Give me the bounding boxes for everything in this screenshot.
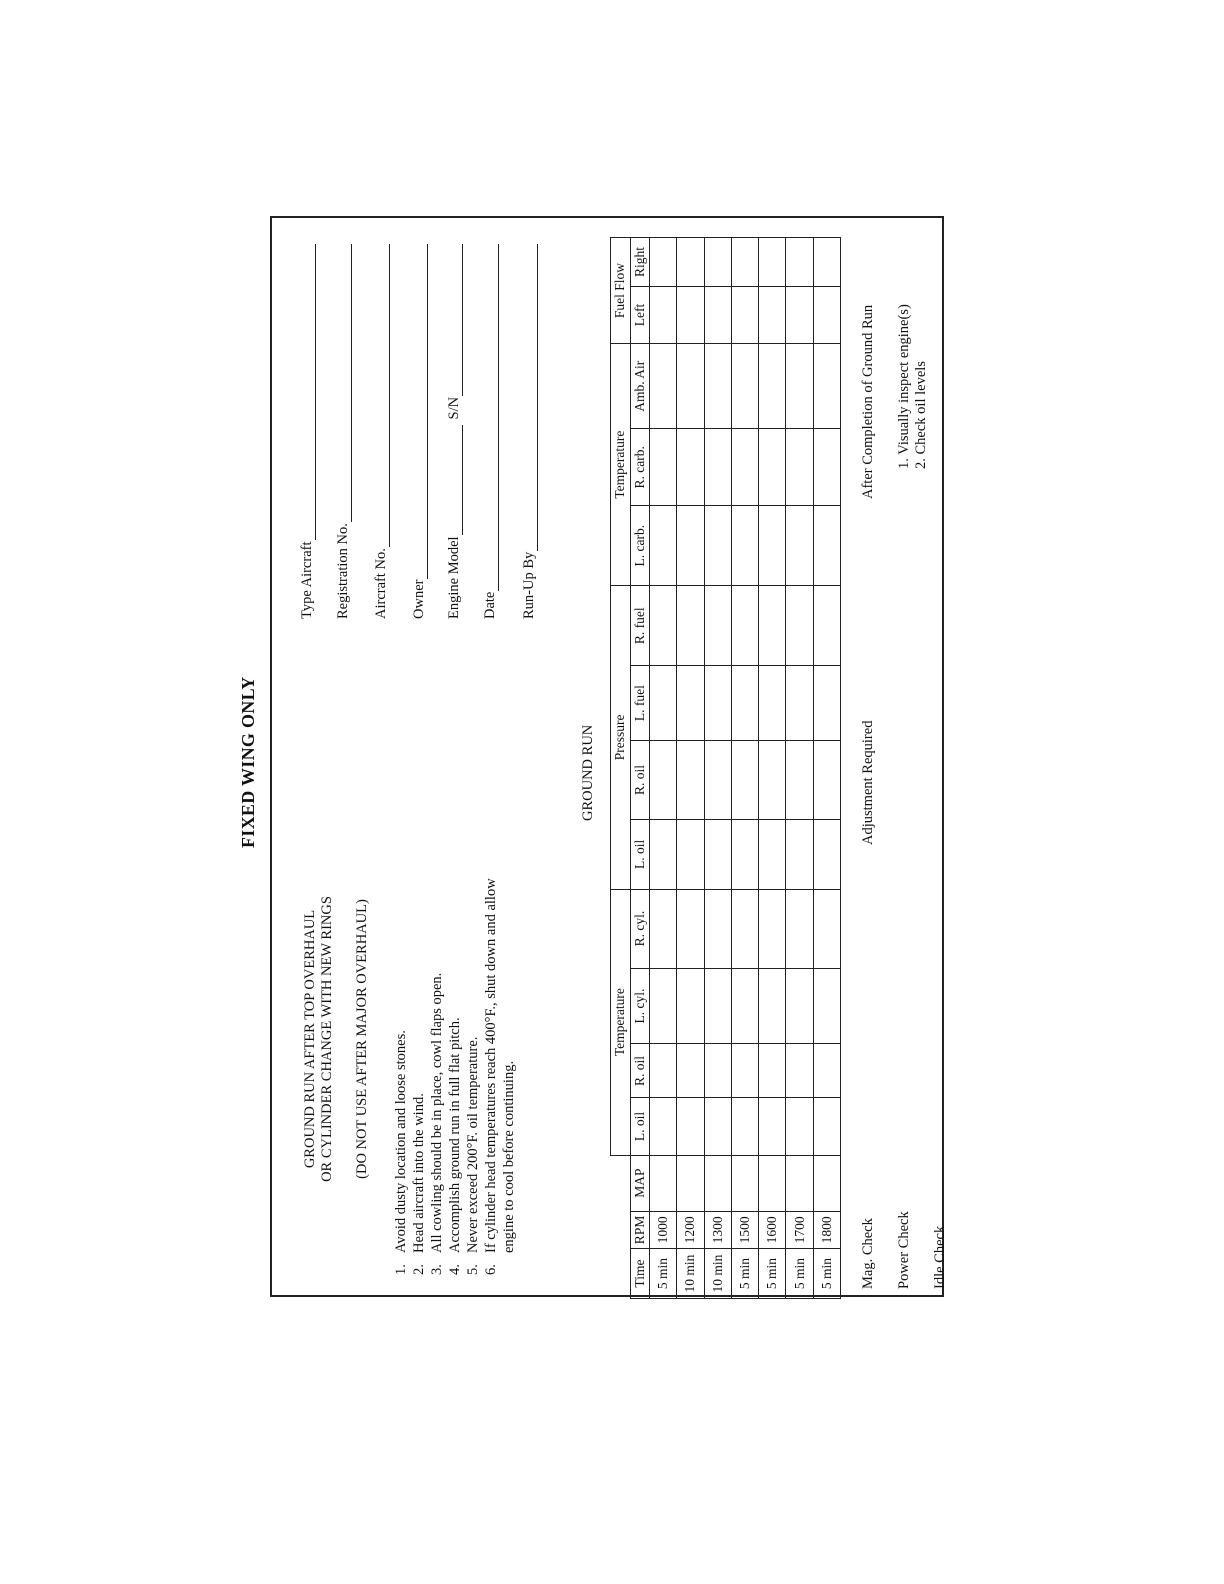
entry-cell[interactable] (650, 741, 677, 820)
time-cell: 5 min (786, 1249, 813, 1299)
table-row (704, 238, 731, 1299)
entry-cell[interactable] (786, 1155, 813, 1211)
entry-cell[interactable] (786, 238, 813, 287)
entry-cell[interactable] (650, 238, 677, 287)
entry-cell[interactable] (813, 506, 840, 586)
form-header (302, 819, 371, 1259)
entry-cell[interactable] (759, 666, 786, 741)
entry-cell[interactable] (786, 666, 813, 741)
group-temperature: Temperature (611, 889, 631, 1155)
instruction-item: 6. If cylinder head temperatures reach 400°F., shut down and allow (483, 878, 499, 1275)
entry-cell[interactable] (786, 344, 813, 429)
entry-cell[interactable] (813, 1098, 840, 1155)
entry-cell[interactable] (786, 1044, 813, 1098)
instruction-item: 5. Never exceed 200°F. oil temperature. (465, 1036, 481, 1275)
ground-run-form (270, 216, 948, 1297)
column-header: L. oil (630, 1098, 650, 1155)
entry-cell[interactable] (677, 286, 704, 343)
registration-no-field[interactable]: Registration No. (332, 244, 352, 619)
column-header: L. fuel (630, 666, 650, 741)
entry-cell[interactable] (731, 506, 758, 586)
entry-cell[interactable] (731, 1044, 758, 1098)
entry-cell[interactable] (759, 286, 786, 343)
idle-check-label: Idle Check (932, 1225, 948, 1289)
entry-cell[interactable] (704, 429, 731, 506)
entry-cell[interactable] (759, 586, 786, 666)
engine-model-field[interactable]: Engine Model S/N (443, 244, 463, 619)
entry-cell[interactable] (650, 1155, 677, 1211)
mag-check-label: Mag. Check (860, 1218, 876, 1289)
entry-cell[interactable] (704, 344, 731, 429)
entry-cell[interactable] (677, 344, 704, 429)
column-header: R. cyl. (630, 889, 650, 968)
column-header: Time (630, 1249, 650, 1299)
entry-cell[interactable] (731, 741, 758, 820)
entry-cell[interactable] (759, 506, 786, 586)
ground-run-table (610, 237, 841, 1299)
instruction-item: engine to cool before continuing. (501, 1060, 517, 1253)
type-aircraft-field[interactable]: Type Aircraft (296, 244, 316, 619)
entry-cell[interactable] (759, 1155, 786, 1211)
entry-cell[interactable] (759, 820, 786, 890)
date-field[interactable]: Date (479, 244, 499, 619)
column-header: L. cyl. (630, 968, 650, 1044)
entry-cell[interactable] (813, 741, 840, 820)
entry-cell[interactable] (704, 286, 731, 343)
after-completion-list (896, 304, 930, 469)
entry-cell[interactable] (731, 286, 758, 343)
entry-cell[interactable] (813, 429, 840, 506)
entry-cell[interactable] (813, 889, 840, 968)
table-row (759, 238, 786, 1299)
entry-cell[interactable] (759, 741, 786, 820)
rpm-cell: 1500 (731, 1211, 758, 1248)
entry-cell[interactable] (650, 889, 677, 968)
entry-cell[interactable] (677, 506, 704, 586)
time-cell: 5 min (650, 1249, 677, 1299)
entry-cell[interactable] (813, 968, 840, 1044)
entry-cell[interactable] (786, 889, 813, 968)
instruction-item: 1. Avoid dusty location and loose stones. (393, 1030, 409, 1275)
form-canvas (272, 218, 946, 1299)
entry-cell[interactable] (786, 286, 813, 343)
entry-cell[interactable] (677, 1098, 704, 1155)
entry-cell[interactable] (704, 889, 731, 968)
column-header: R. carb. (630, 429, 650, 506)
table-header-row (630, 238, 650, 1299)
entry-cell[interactable] (786, 1098, 813, 1155)
entry-cell[interactable] (731, 238, 758, 287)
entry-cell[interactable] (731, 586, 758, 666)
entry-cell[interactable] (731, 1098, 758, 1155)
entry-cell[interactable] (650, 820, 677, 890)
entry-cell[interactable] (650, 968, 677, 1044)
header-line-1: GROUND RUN AFTER TOP OVERHAUL (302, 909, 318, 1169)
entry-cell[interactable] (813, 1155, 840, 1211)
entry-cell[interactable] (650, 506, 677, 586)
entry-cell[interactable] (786, 968, 813, 1044)
after-completion-item: 1. Visually inspect engine(s) (896, 304, 912, 469)
table-row (731, 238, 758, 1299)
entry-cell[interactable] (813, 666, 840, 741)
instructions-list (392, 835, 518, 1275)
instruction-item: 4. Accomplish ground run in full flat pitch. (447, 1017, 463, 1275)
entry-cell[interactable] (677, 820, 704, 890)
entry-cell[interactable] (786, 506, 813, 586)
serial-number-label: S/N (446, 396, 462, 420)
owner-field[interactable]: Owner (408, 244, 428, 619)
entry-cell[interactable] (677, 238, 704, 287)
after-completion-title: After Completion of Ground Run (860, 304, 876, 499)
entry-cell[interactable] (731, 666, 758, 741)
entry-cell[interactable] (650, 286, 677, 343)
entry-cell[interactable] (704, 1155, 731, 1211)
column-header: RPM (630, 1211, 650, 1248)
entry-cell[interactable] (704, 506, 731, 586)
entry-cell[interactable] (704, 666, 731, 741)
section-title: GROUND RUN (580, 724, 596, 821)
entry-cell[interactable] (759, 344, 786, 429)
time-cell: 5 min (813, 1249, 840, 1299)
entry-cell[interactable] (677, 429, 704, 506)
table-body (650, 238, 841, 1299)
entry-cell[interactable] (704, 238, 731, 287)
instruction-item: 2. Head aircraft into the wind. (411, 1093, 427, 1275)
entry-cell[interactable] (731, 1155, 758, 1211)
entry-cell[interactable] (704, 741, 731, 820)
entry-cell[interactable] (813, 586, 840, 666)
entry-cell[interactable] (677, 741, 704, 820)
column-header: Right (630, 238, 650, 287)
entry-cell[interactable] (650, 666, 677, 741)
entry-cell[interactable] (650, 344, 677, 429)
table-group-header-row (611, 238, 631, 1299)
time-cell: 10 min (704, 1249, 731, 1299)
entry-cell[interactable] (813, 286, 840, 343)
page-title: FIXED WING ONLY (238, 676, 258, 848)
instruction-item: 3. All cowling should be in place, cowl flaps open. (429, 972, 445, 1275)
entry-cell[interactable] (731, 820, 758, 890)
column-header: Left (630, 286, 650, 343)
rpm-cell: 1600 (759, 1211, 786, 1248)
column-header: MAP (630, 1155, 650, 1211)
time-cell: 5 min (759, 1249, 786, 1299)
entry-cell[interactable] (731, 429, 758, 506)
entry-cell[interactable] (759, 429, 786, 506)
time-cell: 10 min (677, 1249, 704, 1299)
entry-cell[interactable] (704, 1044, 731, 1098)
entry-cell[interactable] (759, 1044, 786, 1098)
entry-cell[interactable] (786, 820, 813, 890)
entry-cell[interactable] (813, 1044, 840, 1098)
rpm-cell: 1800 (813, 1211, 840, 1248)
group-temperature-2: Temperature (611, 344, 631, 586)
header-line-2: OR CYLINDER CHANGE WITH NEW RINGS (319, 896, 335, 1182)
rpm-cell: 1200 (677, 1211, 704, 1248)
entry-cell[interactable] (650, 429, 677, 506)
group-fuel-flow: Fuel Flow (611, 238, 631, 344)
entry-cell[interactable] (759, 1098, 786, 1155)
header-note: (DO NOT USE AFTER MAJOR OVERHAUL) (354, 899, 370, 1179)
entry-cell[interactable] (650, 1098, 677, 1155)
entry-cell[interactable] (786, 586, 813, 666)
entry-cell[interactable] (813, 820, 840, 890)
entry-cell[interactable] (677, 1044, 704, 1098)
column-header: R. oil (630, 741, 650, 820)
entry-cell[interactable] (677, 889, 704, 968)
rpm-cell: 1700 (786, 1211, 813, 1248)
power-check-label: Power Check (896, 1211, 912, 1289)
entry-cell[interactable] (731, 889, 758, 968)
rpm-cell: 1300 (704, 1211, 731, 1248)
entry-cell[interactable] (731, 968, 758, 1044)
entry-cell[interactable] (677, 666, 704, 741)
entry-cell[interactable] (759, 238, 786, 287)
column-header: L. carb. (630, 506, 650, 586)
entry-cell[interactable] (786, 741, 813, 820)
adjustment-required-label: Adjustment Required (860, 720, 876, 845)
column-header: R. fuel (630, 586, 650, 666)
entry-cell[interactable] (704, 968, 731, 1044)
entry-cell[interactable] (704, 820, 731, 890)
rpm-cell: 1000 (650, 1211, 677, 1248)
time-cell: 5 min (731, 1249, 758, 1299)
entry-cell[interactable] (786, 429, 813, 506)
entry-cell[interactable] (650, 586, 677, 666)
column-header: Amb. Air (630, 344, 650, 429)
table-row (813, 238, 840, 1299)
entry-cell[interactable] (759, 968, 786, 1044)
table-row (786, 238, 813, 1299)
entry-cell[interactable] (704, 1098, 731, 1155)
table-row (650, 238, 677, 1299)
entry-cell[interactable] (650, 1044, 677, 1098)
column-header: L. oil (630, 820, 650, 890)
entry-cell[interactable] (813, 238, 840, 287)
entry-cell[interactable] (677, 586, 704, 666)
after-completion-item: 2. Check oil levels (913, 361, 929, 469)
group-pressure: Pressure (611, 586, 631, 889)
entry-cell[interactable] (677, 1155, 704, 1211)
table-row (677, 238, 704, 1299)
entry-cell[interactable] (677, 968, 704, 1044)
column-header: R. oil (630, 1044, 650, 1098)
run-up-by-field[interactable]: Run-Up By (518, 244, 538, 619)
entry-cell[interactable] (759, 889, 786, 968)
entry-cell[interactable] (813, 344, 840, 429)
entry-cell[interactable] (731, 344, 758, 429)
entry-cell[interactable] (704, 586, 731, 666)
aircraft-no-field[interactable]: Aircraft No. (370, 244, 390, 619)
